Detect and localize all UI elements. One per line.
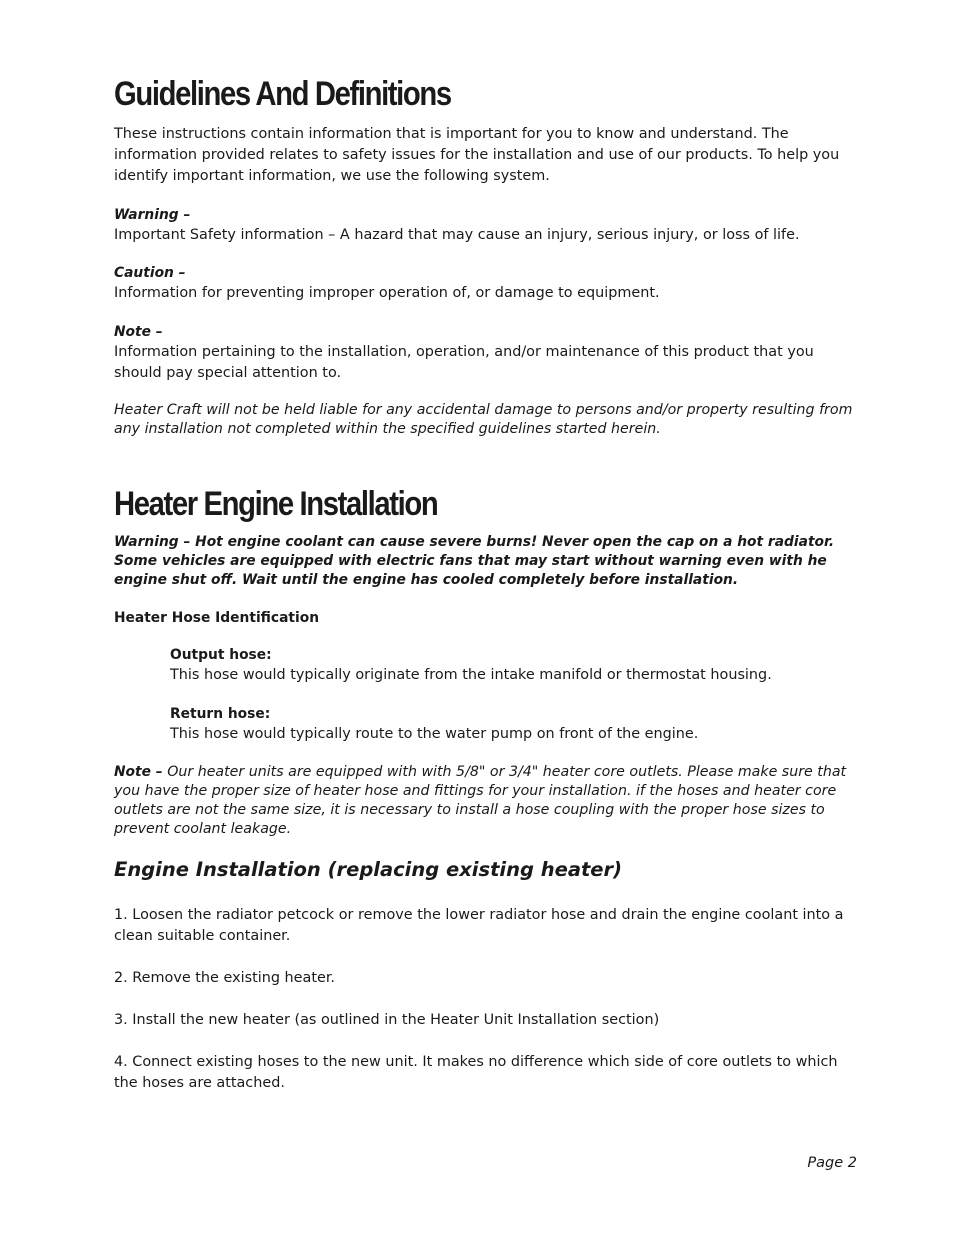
step-1: 1. Loosen the radiator petcock or remove the lower radiator hose and drain the engine coolant into a clean suitable container. xyxy=(114,907,844,944)
installation-title: Heater Engine Installation xyxy=(114,485,438,523)
outlet-note-text: Our heater units are equipped with with 5/8" or 3/4" heater core outlets. Please make sure that you have the proper size of heater hose and fittings for your installation. if the hoses and heater core outlets are not the same size, it is necessary to install a hose coupling with the proper hose sizes to prevent coolant leakage. xyxy=(114,764,847,837)
step-3: 3. Install the new heater (as outlined in the Heater Unit Installation section) xyxy=(114,1012,660,1028)
guidelines-intro: These instructions contain information that is important for you to know and understand. The information provided relates to safety issues for the installation and use of our products. To help you identify important information, we use the following system. xyxy=(114,126,840,184)
step-4: 4. Connect existing hoses to the new unit. It makes no difference which side of core outlets to which the hoses are attached. xyxy=(114,1054,838,1091)
step-2: 2. Remove the existing heater. xyxy=(114,970,336,986)
return-hose-text: This hose would typically route to the water pump on front of the engine. xyxy=(170,726,699,742)
installation-section xyxy=(114,484,864,524)
note-label: Note – xyxy=(114,324,163,340)
page-number: Page 2 xyxy=(807,1155,857,1171)
output-hose-label: Output hose: xyxy=(170,647,272,663)
output-hose-text: This hose would typically originate from the intake manifold or thermostat housing. xyxy=(170,667,772,683)
outlet-note xyxy=(114,762,864,839)
note-text: Information pertaining to the installation, operation, and/or maintenance of this product that you should pay special attention to. xyxy=(114,344,814,381)
warning-text: Important Safety information – A hazard that may cause an injury, serious injury, or loss of life. xyxy=(114,227,800,243)
caution-text: Information for preventing improper operation of, or damage to equipment. xyxy=(114,285,660,301)
return-hose-label: Return hose: xyxy=(170,706,271,722)
burn-warning: Warning – Hot engine coolant can cause severe burns! Never open the cap on a hot radiator. Some vehicles are equipped with electric fans that may start without warning even with he engine shut off. Wait until the engine has cooled completely before installation. xyxy=(114,534,835,588)
hose-heading: Heater Hose Identification xyxy=(114,610,320,626)
disclaimer-text: Heater Craft will not be held liable for any accidental damage to persons and/or property resulting from any installation not completed within the specified guidelines started herein. xyxy=(114,402,853,437)
guidelines-title: Guidelines And Definitions xyxy=(114,75,451,113)
guidelines-section xyxy=(114,74,864,114)
warning-label: Warning – xyxy=(114,207,191,223)
engine-install-subheading: Engine Installation (replacing existing heater) xyxy=(114,858,623,881)
outlet-note-label: Note – xyxy=(114,764,163,780)
caution-label: Caution – xyxy=(114,265,186,281)
